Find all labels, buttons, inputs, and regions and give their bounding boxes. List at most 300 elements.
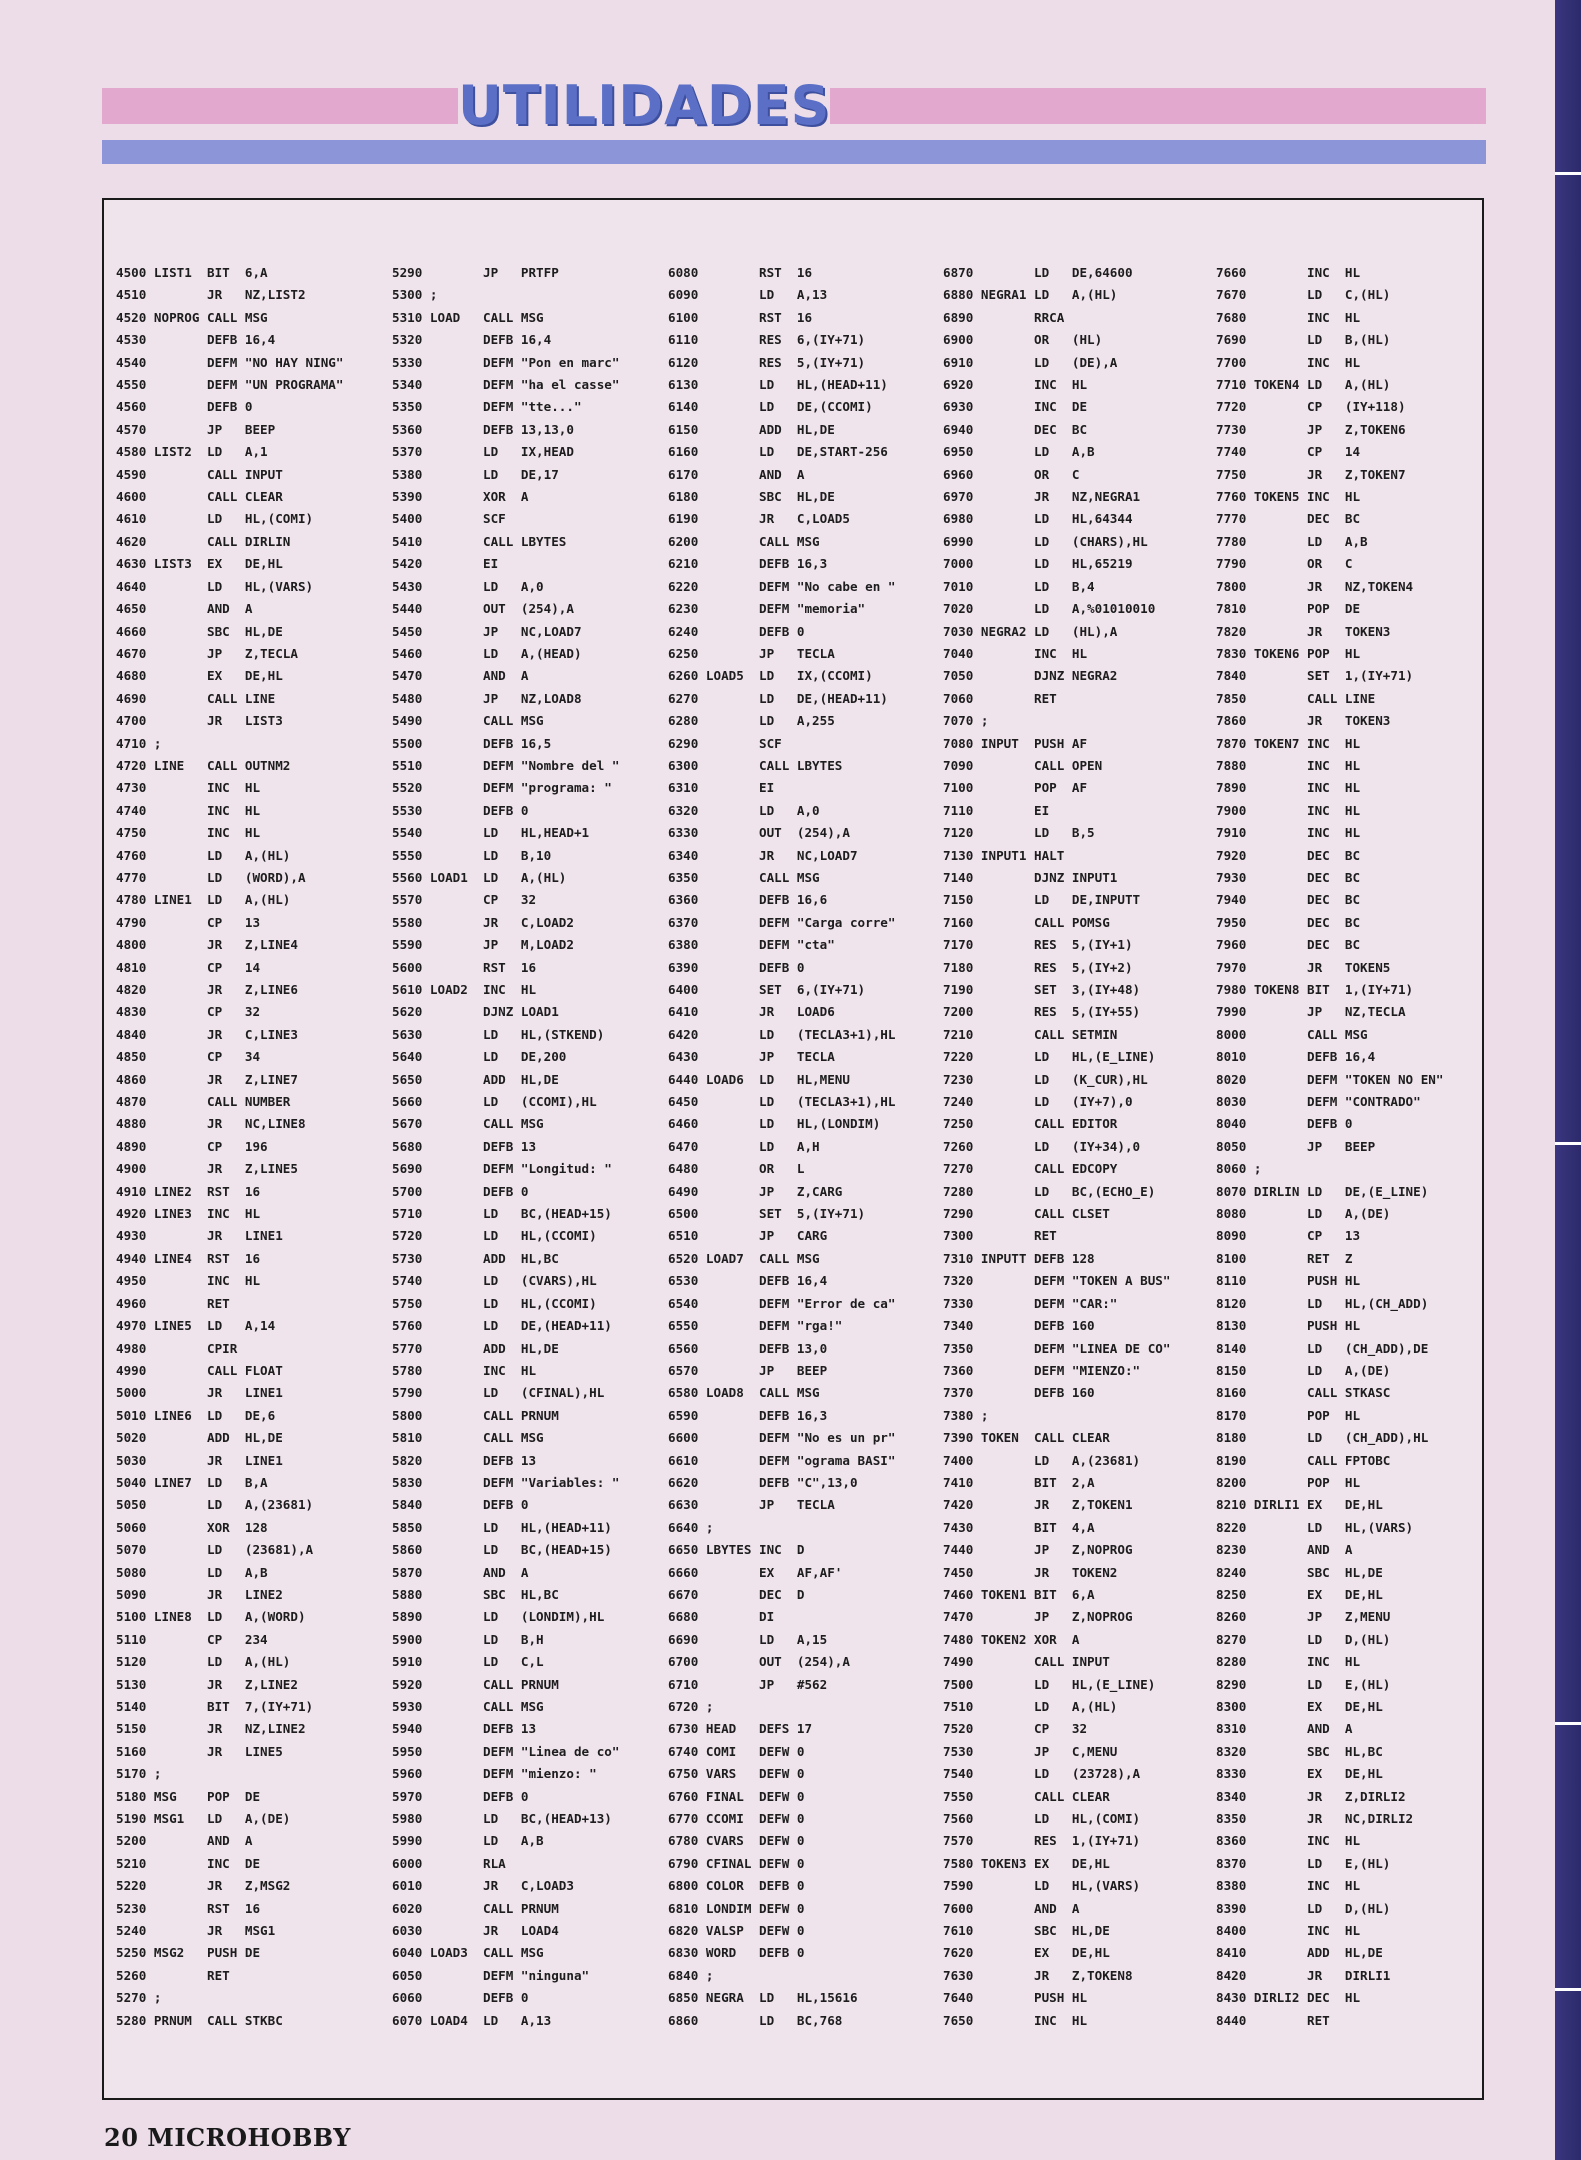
code-line: 6800 COLOR DEFB 0 [668,1878,805,1894]
code-line: 6130 LD HL,(HEAD+11) [668,377,888,393]
code-line: 6880 NEGRA1 LD A,(HL) [943,287,1118,303]
listing-column-3 [668,262,895,2032]
code-line: 7740 CP 14 [1216,444,1361,460]
code-line: 4520 NOPROG CALL MSG [116,309,268,325]
code-line: 4700 JR LIST3 [116,713,283,729]
code-line: 6370 DEFM "Carga corre" [668,914,896,930]
code-line: 5940 DEFB 13 [392,1721,537,1737]
code-line: 4820 JR Z,LINE6 [116,982,298,997]
code-line: 5570 CP 32 [392,892,537,908]
code-line: 6260 LOAD5 LD IX,(CCOMI) [668,668,873,684]
code-line: 4620 CALL DIRLIN [116,533,291,549]
code-line: 5780 INC HL [392,1362,537,1378]
code-line: 4500 LIST1 BIT 6,A [116,265,268,280]
code-line: 6920 INC HL [943,377,1088,393]
code-line: 7280 LD BC,(ECHO_E) [943,1183,1156,1199]
code-line: 8080 LD A,(DE) [1216,1206,1391,1222]
code-line: 5740 LD (CVARS),HL [392,1273,597,1289]
code-line: 6740 COMI DEFW 0 [668,1743,805,1759]
code-line: 5850 LD HL,(HEAD+11) [392,1519,612,1535]
code-line: 8060 ; [1216,1161,1262,1177]
code-line: 7510 LD A,(HL) [943,1699,1118,1714]
code-line: 5930 CALL MSG [392,1699,544,1714]
code-line: 5180 MSG POP DE [116,1788,261,1804]
code-line: 8020 DEFM "TOKEN NO EN" [1216,1071,1444,1087]
code-line: 4680 EX DE,HL [116,668,283,684]
code-line: 6320 LD A,0 [668,802,820,818]
code-line: 8030 DEFM "CONTRADO" [1216,1094,1421,1110]
code-line: 5580 JR C,LOAD2 [392,914,574,930]
code-line: 5630 LD HL,(STKEND) [392,1026,605,1042]
code-line: 6960 OR C [943,466,1080,482]
code-line: 7150 LD DE,INPUTT [943,892,1141,908]
code-line: 7630 JR Z,TOKEN8 [943,1967,1133,1983]
code-line: 6980 LD HL,64344 [943,511,1133,527]
code-line: 7400 LD A,(23681) [943,1452,1141,1468]
code-line: 8190 CALL FPTOBC [1216,1452,1391,1468]
code-line: 7100 POP AF [943,780,1088,796]
code-line: 6580 LOAD8 CALL MSG [668,1385,820,1401]
code-line: 6680 DI [668,1609,775,1625]
code-line: 7800 JR NZ,TOKEN4 [1216,578,1414,594]
code-line: 6390 DEFB 0 [668,959,805,975]
code-line: 7490 CALL INPUT [943,1654,1110,1670]
code-line: 7240 LD (IY+7),0 [943,1094,1133,1110]
code-line: 5530 DEFB 0 [392,802,529,818]
code-line: 6780 CVARS DEFW 0 [668,1833,805,1849]
code-line: 6530 DEFB 16,4 [668,1273,828,1289]
code-line: 4590 CALL INPUT [116,466,283,482]
code-line: 4930 JR LINE1 [116,1228,283,1244]
code-line: 5020 ADD HL,DE [116,1430,283,1446]
code-line: 5750 LD HL,(CCOMI) [392,1295,597,1311]
section-header [102,74,1486,166]
edge-notch [1555,1722,1581,1725]
code-line: 5470 AND A [392,668,529,684]
code-line: 4970 LINE5 LD A,14 [116,1318,276,1334]
code-line: 8070 DIRLIN LD DE,(E_LINE) [1216,1183,1429,1199]
code-line: 6400 SET 6,(IY+71) [668,982,866,997]
code-line: 7620 EX DE,HL [943,1945,1110,1961]
code-line: 7440 JP Z,NOPROG [943,1542,1133,1558]
code-line: 5120 LD A,(HL) [116,1654,291,1670]
code-line: 6570 JP BEEP [668,1362,828,1378]
code-line: 7920 DEC BC [1216,847,1361,863]
code-line: 7540 LD (23728),A [943,1766,1141,1782]
code-line: 4650 AND A [116,601,253,617]
code-line: 4800 JR Z,LINE4 [116,937,298,953]
code-line: 6550 DEFM "rga!" [668,1318,843,1334]
code-line: 7130 INPUT1 HALT [943,847,1065,863]
code-line: 4720 LINE CALL OUTNM2 [116,757,291,773]
code-line: 6750 VARS DEFW 0 [668,1766,805,1782]
code-line: 7760 TOKEN5 INC HL [1216,489,1361,505]
code-line: 8170 POP HL [1216,1407,1361,1423]
code-line: 6100 RST 16 [668,309,813,325]
code-line: 8320 SBC HL,BC [1216,1743,1383,1759]
header-blue-bar [102,140,1486,164]
code-line: 8090 CP 13 [1216,1228,1361,1244]
code-line: 5190 MSG1 LD A,(DE) [116,1811,291,1827]
code-line: 5770 ADD HL,DE [392,1340,559,1356]
code-line: 6830 WORD DEFB 0 [668,1945,805,1961]
code-line: 5040 LINE7 LD B,A [116,1474,268,1490]
code-line: 8280 INC HL [1216,1654,1361,1670]
code-line: 6790 CFINAL DEFW 0 [668,1855,805,1871]
code-line: 7350 DEFM "LINEA DE CO" [943,1340,1171,1356]
code-line: 8340 JR Z,DIRLI2 [1216,1788,1406,1804]
code-line: 7890 INC HL [1216,780,1361,796]
code-line: 5090 JR LINE2 [116,1586,283,1602]
code-line: 6930 INC DE [943,399,1088,415]
code-line: 4730 INC HL [116,780,261,796]
code-line: 7040 INC HL [943,645,1088,661]
code-line: 6300 CALL LBYTES [668,757,843,773]
code-line: 4530 DEFB 16,4 [116,332,276,348]
code-line: 5490 CALL MSG [392,713,544,729]
code-line: 5110 CP 234 [116,1631,268,1647]
code-line: 6430 JP TECLA [668,1049,835,1065]
code-line: 7310 INPUTT DEFB 128 [943,1250,1095,1266]
code-line: 7500 LD HL,(E_LINE) [943,1676,1156,1692]
code-line: 5970 DEFB 0 [392,1788,529,1804]
code-line: 7970 JR TOKEN5 [1216,959,1391,975]
code-line: 7020 LD A,%01010010 [943,601,1156,617]
code-line: 6200 CALL MSG [668,533,820,549]
code-line: 7370 DEFB 160 [943,1385,1095,1401]
code-line: 5240 JR MSG1 [116,1923,276,1939]
code-line: 8010 DEFB 16,4 [1216,1049,1376,1065]
code-line: 7340 DEFB 160 [943,1318,1095,1334]
code-line: 5620 DJNZ LOAD1 [392,1004,559,1020]
code-line: 7290 CALL CLSET [943,1206,1110,1222]
code-line: 6210 DEFB 16,3 [668,556,828,572]
code-line: 6710 JP #562 [668,1676,828,1692]
code-line: 6110 RES 6,(IY+71) [668,332,866,348]
code-line: 6820 VALSP DEFW 0 [668,1923,805,1939]
listing-column-5 [1216,262,1443,2032]
code-line: 6240 DEFB 0 [668,623,805,639]
code-line: 5680 DEFB 13 [392,1138,537,1154]
code-line: 7200 RES 5,(IY+55) [943,1004,1141,1020]
listing-column-2 [392,262,619,2032]
code-line: 4710 ; [116,735,162,751]
code-line: 8410 ADD HL,DE [1216,1945,1383,1961]
code-line: 6630 JP TECLA [668,1497,835,1513]
code-line: 7270 CALL EDCOPY [943,1161,1118,1177]
code-line: 5080 LD A,B [116,1564,268,1580]
code-line: 6480 OR L [668,1161,805,1177]
code-line: 8220 LD HL,(VARS) [1216,1519,1414,1535]
code-line: 5220 JR Z,MSG2 [116,1878,291,1894]
code-line: 4540 DEFM "NO HAY NING" [116,354,344,370]
code-line: 6280 LD A,255 [668,713,835,729]
code-line: 7470 JP Z,NOPROG [943,1609,1133,1625]
code-line: 5320 DEFB 16,4 [392,332,552,348]
code-line: 4810 CP 14 [116,959,261,975]
code-line: 5820 DEFB 13 [392,1452,537,1468]
code-line: 7110 EI [943,802,1050,818]
code-line: 7770 DEC BC [1216,511,1361,527]
code-line: 4640 LD HL,(VARS) [116,578,314,594]
code-line: 8150 LD A,(DE) [1216,1362,1391,1378]
code-line: 5960 DEFM "mienzo: " [392,1766,597,1782]
code-line: 6080 RST 16 [668,265,813,280]
code-line: 5720 LD HL,(CCOMI) [392,1228,597,1244]
code-line: 7700 INC HL [1216,354,1361,370]
code-line: 5880 SBC HL,BC [392,1586,559,1602]
code-line: 4960 RET [116,1295,230,1311]
code-line: 6500 SET 5,(IY+71) [668,1206,866,1222]
code-line: 6600 DEFM "No es un pr" [668,1430,896,1446]
code-line: 7590 LD HL,(VARS) [943,1878,1141,1894]
code-line: 4900 JR Z,LINE5 [116,1161,298,1177]
code-line: 5170 ; [116,1766,162,1782]
code-line: 5100 LINE8 LD A,(WORD) [116,1609,306,1625]
code-line: 6760 FINAL DEFW 0 [668,1788,805,1804]
code-line: 5690 DEFM "Longitud: " [392,1161,612,1177]
code-line: 7560 LD HL,(COMI) [943,1811,1141,1827]
code-line: 5860 LD BC,(HEAD+15) [392,1542,612,1558]
code-line: 5800 CALL PRNUM [392,1407,559,1423]
code-line: 4870 CALL NUMBER [116,1094,291,1110]
code-line: 7680 INC HL [1216,309,1361,325]
code-line: 7060 RET [943,690,1057,706]
code-line: 8420 JR DIRLI1 [1216,1967,1391,1983]
code-line: 7480 TOKEN2 XOR A [943,1631,1080,1647]
code-line: 5050 LD A,(23681) [116,1497,314,1513]
page-footer: 20 MICROHOBBY [104,2123,351,2152]
code-line: 7840 SET 1,(IY+71) [1216,668,1414,684]
code-line: 4840 JR C,LINE3 [116,1026,298,1042]
code-line: 7790 OR C [1216,556,1353,572]
code-line: 5000 JR LINE1 [116,1385,283,1401]
code-line: 6560 DEFB 13,0 [668,1340,828,1356]
code-line: 7520 CP 32 [943,1721,1088,1737]
code-line: 7710 TOKEN4 LD A,(HL) [1216,377,1391,393]
code-line: 7330 DEFM "CAR:" [943,1295,1118,1311]
code-line: 5950 DEFM "Linea de co" [392,1743,620,1759]
code-line: 5210 INC DE [116,1855,261,1871]
code-line: 6860 LD BC,768 [668,2012,843,2028]
code-line: 4750 INC HL [116,825,261,841]
code-line: 5920 CALL PRNUM [392,1676,559,1692]
code-line: 8210 DIRLI1 EX DE,HL [1216,1497,1383,1513]
code-line: 5600 RST 16 [392,959,537,975]
code-line: 8350 JR NC,DIRLI2 [1216,1811,1414,1827]
code-line: 6910 LD (DE),A [943,354,1118,370]
code-line: 6230 DEFM "memoria" [668,601,866,617]
listing-column-4 [943,262,1170,2032]
code-line: 6000 RLA [392,1855,506,1871]
code-line: 6840 ; [668,1967,714,1983]
code-line: 7410 BIT 2,A [943,1474,1095,1490]
code-line: 7530 JP C,MENU [943,1743,1118,1759]
code-line: 6120 RES 5,(IY+71) [668,354,866,370]
code-line: 7390 TOKEN CALL CLEAR [943,1430,1110,1446]
code-line: 7900 INC HL [1216,802,1361,818]
code-line: 8310 AND A [1216,1721,1353,1737]
code-line: 7830 TOKEN6 POP HL [1216,645,1361,661]
code-line: 5540 LD HL,HEAD+1 [392,825,590,841]
code-line: 5700 DEFB 0 [392,1183,529,1199]
code-line: 6870 LD DE,64600 [943,265,1133,280]
code-line: 7570 RES 1,(IY+71) [943,1833,1141,1849]
code-line: 5550 LD B,10 [392,847,552,863]
code-line: 7050 DJNZ NEGRA2 [943,668,1118,684]
code-line: 5200 AND A [116,1833,253,1849]
code-line: 8110 PUSH HL [1216,1273,1361,1289]
code-line: 6950 LD A,B [943,444,1095,460]
code-line: 5280 PRNUM CALL STKBC [116,2012,283,2028]
code-line: 6090 LD A,13 [668,287,828,303]
code-line: 5500 DEFB 16,5 [392,735,552,751]
code-line: 6520 LOAD7 CALL MSG [668,1250,820,1266]
code-line: 5340 DEFM "ha el casse" [392,377,620,393]
code-line: 7780 LD A,B [1216,533,1368,549]
code-line: 8380 INC HL [1216,1878,1361,1894]
code-line: 6180 SBC HL,DE [668,489,835,505]
code-line: 6150 ADD HL,DE [668,421,835,437]
code-line: 4550 DEFM "UN PROGRAMA" [116,377,344,393]
code-line: 5420 EI [392,556,499,572]
code-line: 6330 OUT (254),A [668,825,850,841]
code-line: 4890 CP 196 [116,1138,268,1154]
code-line: 7420 JR Z,TOKEN1 [943,1497,1133,1513]
code-line: 5310 LOAD CALL MSG [392,309,544,325]
code-line: 7610 SBC HL,DE [943,1923,1110,1939]
code-line: 6220 DEFM "No cabe en " [668,578,896,594]
code-line: 5400 SCF [392,511,506,527]
code-line: 8360 INC HL [1216,1833,1361,1849]
code-line: 8250 EX DE,HL [1216,1586,1383,1602]
code-line: 7810 POP DE [1216,601,1361,617]
code-line: 8180 LD (CH_ADD),HL [1216,1430,1429,1446]
code-line: 7080 INPUT PUSH AF [943,735,1088,751]
code-line: 7880 INC HL [1216,757,1361,773]
code-line: 4580 LIST2 LD A,1 [116,444,268,460]
code-line: 5390 XOR A [392,489,529,505]
code-line: 7730 JP Z,TOKEN6 [1216,421,1406,437]
code-line: 7120 LD B,5 [943,825,1095,841]
code-line: 5370 LD IX,HEAD [392,444,574,460]
code-line: 5410 CALL LBYTES [392,533,567,549]
code-line: 5460 LD A,(HEAD) [392,645,582,661]
code-line: 7950 DEC BC [1216,914,1361,930]
code-line: 7360 DEFM "MIENZO:" [943,1362,1141,1378]
code-line: 7750 JR Z,TOKEN7 [1216,466,1406,482]
code-line: 5710 LD BC,(HEAD+15) [392,1206,612,1222]
code-line: 6690 LD A,15 [668,1631,828,1647]
code-line: 6620 DEFB "C",13,0 [668,1474,858,1490]
code-line: 8270 LD D,(HL) [1216,1631,1391,1647]
code-line: 6190 JR C,LOAD5 [668,511,850,527]
code-line: 4790 CP 13 [116,914,261,930]
code-line: 5790 LD (CFINAL),HL [392,1385,605,1401]
code-line: 5730 ADD HL,BC [392,1250,559,1266]
code-line: 6990 LD (CHARS),HL [943,533,1148,549]
code-line: 8120 LD HL,(CH_ADD) [1216,1295,1429,1311]
code-line: 5010 LINE6 LD DE,6 [116,1407,276,1423]
code-line: 6340 JR NC,LOAD7 [668,847,858,863]
code-line: 7600 AND A [943,1900,1080,1916]
code-line: 5360 DEFB 13,13,0 [392,421,574,437]
code-line: 4860 JR Z,LINE7 [116,1071,298,1087]
code-line: 8160 CALL STKASC [1216,1385,1391,1401]
code-line: 6610 DEFM "ograma BASI" [668,1452,896,1468]
code-line: 7990 JP NZ,TECLA [1216,1004,1406,1020]
code-line: 7380 ; [943,1407,989,1423]
code-line: 6030 JR LOAD4 [392,1923,559,1939]
code-line: 7030 NEGRA2 LD (HL),A [943,623,1118,639]
code-line: 8200 POP HL [1216,1474,1361,1490]
code-line: 7460 TOKEN1 BIT 6,A [943,1586,1095,1602]
code-line: 7820 JR TOKEN3 [1216,623,1391,639]
code-line: 5650 ADD HL,DE [392,1071,559,1087]
code-line: 5150 JR NZ,LINE2 [116,1721,306,1737]
code-line: 6490 JP Z,CARG [668,1183,843,1199]
code-line: 4980 CPIR [116,1340,238,1356]
code-line: 7190 SET 3,(IY+48) [943,982,1141,997]
code-line: 4920 LINE3 INC HL [116,1206,261,1222]
code-line: 5640 LD DE,200 [392,1049,567,1065]
code-line: 6450 LD (TECLA3+1),HL [668,1094,896,1110]
code-line: 8330 EX DE,HL [1216,1766,1383,1782]
code-line: 7690 LD B,(HL) [1216,332,1391,348]
code-line: 4850 CP 34 [116,1049,261,1065]
code-line: 7320 DEFM "TOKEN A BUS" [943,1273,1171,1289]
code-line: 7670 LD C,(HL) [1216,287,1391,303]
code-line: 7860 JR TOKEN3 [1216,713,1391,729]
code-line: 6360 DEFB 16,6 [668,892,828,908]
code-line: 7090 CALL OPEN [943,757,1103,773]
code-line: 4570 JP BEEP [116,421,276,437]
code-line: 6850 NEGRA LD HL,15616 [668,1990,858,2006]
code-line: 5300 ; [392,287,438,303]
code-line: 6700 OUT (254),A [668,1654,850,1670]
code-line: 6160 LD DE,START-256 [668,444,888,460]
code-line: 5990 LD A,B [392,1833,544,1849]
code-line: 7430 BIT 4,A [943,1519,1095,1535]
code-line: 8050 JP BEEP [1216,1138,1376,1154]
code-line: 4910 LINE2 RST 16 [116,1183,261,1199]
code-line: 6140 LD DE,(CCOMI) [668,399,873,415]
code-listing-box [102,198,1484,2100]
code-line: 5350 DEFM "tte..." [392,399,582,415]
code-line: 5130 JR Z,LINE2 [116,1676,298,1692]
code-line: 5980 LD BC,(HEAD+13) [392,1811,612,1827]
code-line: 7960 DEC BC [1216,937,1361,953]
code-line: 5430 LD A,0 [392,578,544,594]
code-line: 5160 JR LINE5 [116,1743,283,1759]
code-line: 5560 LOAD1 LD A,(HL) [392,869,567,885]
code-line: 6350 CALL MSG [668,869,820,885]
code-line: 5480 JP NZ,LOAD8 [392,690,582,706]
code-line: 7720 CP (IY+118) [1216,399,1406,415]
code-line: 6020 CALL PRNUM [392,1900,559,1916]
code-line: 6720 ; [668,1699,714,1714]
code-line: 4670 JP Z,TECLA [116,645,298,661]
code-line: 7930 DEC BC [1216,869,1361,885]
code-line: 8440 RET [1216,2012,1330,2028]
code-line: 5610 LOAD2 INC HL [392,982,537,997]
code-line: 5250 MSG2 PUSH DE [116,1945,261,1961]
page-title: UTILIDADES [458,74,831,137]
code-line: 8430 DIRLI2 DEC HL [1216,1990,1361,2006]
code-line: 8140 LD (CH_ADD),DE [1216,1340,1429,1356]
code-line: 6890 RRCA [943,309,1065,325]
code-line: 5140 BIT 7,(IY+71) [116,1699,314,1714]
